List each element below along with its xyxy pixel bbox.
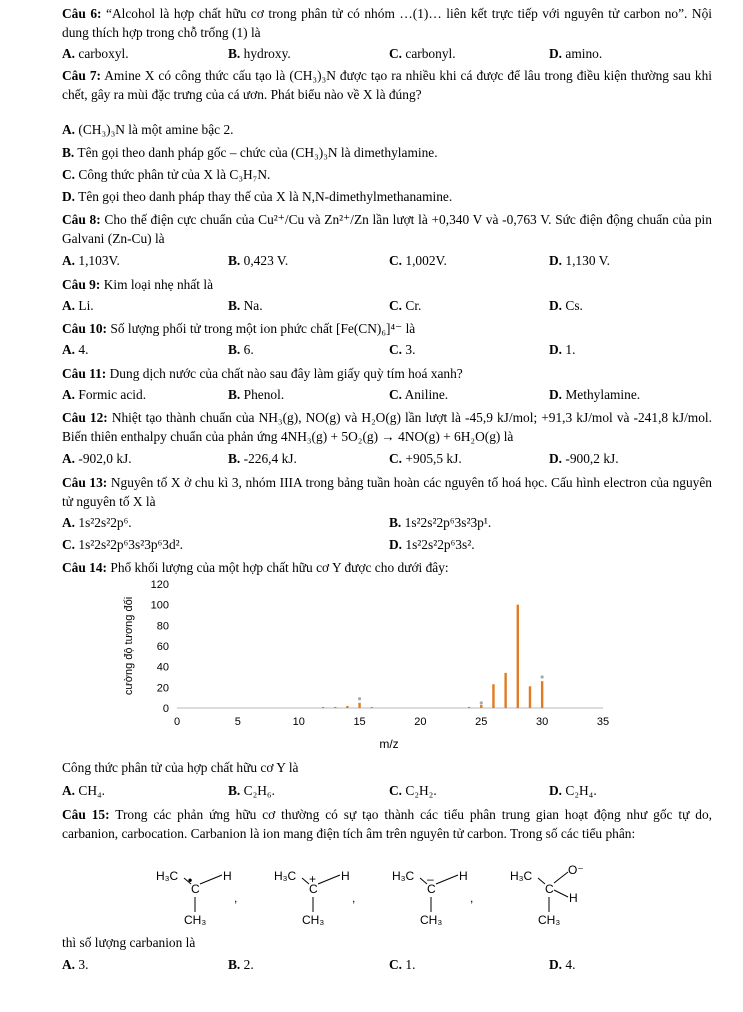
svg-text:C: C xyxy=(427,882,436,896)
question-10-text: Số lượng phối tử trong một ion phức chất [Fe(CN)₆]⁴⁻ là xyxy=(110,321,416,336)
question-11-text: Dung dịch nước của chất nào sau đây làm giấy quỳ tím hoá xanh? xyxy=(109,366,463,381)
x-tick-label: 20 xyxy=(414,716,427,728)
spectrum-marker xyxy=(541,675,544,678)
question-14 xyxy=(62,558,712,577)
question-7 xyxy=(62,66,712,104)
chart-dots xyxy=(358,675,544,704)
chart-bars xyxy=(322,605,543,708)
y-tick-label: 0 xyxy=(162,703,169,715)
spectrum-bar xyxy=(468,707,470,708)
y-tick-label: 20 xyxy=(156,682,169,695)
question-12-text: Nhiệt tạo thành chuẩn của NH₃(g), NO(g) và H₂O(g) lần lượt là -45,9 kJ/mol; +91,3 kJ/mol và -241,8 kJ/mol. Biến thiên enthalpy chuẩn của phản ứng 4NH₃(g) + 5O₂(g) → 4NO(g) + 6H₂O(g) là xyxy=(62,410,712,444)
svg-text:H₃C: H₃C xyxy=(156,869,179,883)
option-a[interactable]: A. 1,103V. xyxy=(62,253,120,268)
option-c[interactable]: C. Cr. xyxy=(389,298,422,313)
svg-text:C: C xyxy=(545,882,554,896)
x-tick-label: 30 xyxy=(536,716,549,728)
y-tick-label: 80 xyxy=(156,620,169,633)
spectrum-bar xyxy=(346,706,348,708)
y-tick-label: 120 xyxy=(150,579,169,591)
x-tick-label: 15 xyxy=(353,716,366,728)
option-a[interactable]: A. 4. xyxy=(62,342,89,357)
x-tick-label: 35 xyxy=(596,716,610,728)
y-tick-label: 60 xyxy=(156,641,169,653)
option-a[interactable]: A. 3. xyxy=(62,957,89,972)
question-14-number: Câu 14: xyxy=(62,560,108,575)
option-b[interactable]: B. 0,423 V. xyxy=(228,253,289,268)
svg-text:,: , xyxy=(352,891,356,905)
mass-spectrum-chart xyxy=(118,578,618,753)
question-14-options xyxy=(62,783,722,801)
option-b[interactable]: B. 6. xyxy=(228,342,254,357)
svg-text:H₃C: H₃C xyxy=(392,869,415,883)
question-11-options xyxy=(62,387,722,405)
svg-text:CH₃: CH₃ xyxy=(420,913,443,927)
option-c[interactable]: C. 3. xyxy=(389,342,416,357)
option-b[interactable]: B. 1s²2s²2p⁶3s²3p¹. xyxy=(389,515,492,530)
question-12-number: Câu 12: xyxy=(62,410,108,425)
option-d[interactable]: D. C₂H₄. xyxy=(549,783,597,798)
species-alkoxide xyxy=(510,863,584,927)
question-6 xyxy=(62,4,712,42)
svg-text:CH₃: CH₃ xyxy=(538,913,561,927)
svg-text:CH₃: CH₃ xyxy=(302,913,325,927)
svg-text:H: H xyxy=(459,869,468,883)
option-b[interactable]: B. Phenol. xyxy=(228,387,285,402)
svg-text:H: H xyxy=(569,891,578,905)
question-12 xyxy=(62,408,712,446)
option-a[interactable]: A. CH₄. xyxy=(62,783,106,798)
svg-text:CH₃: CH₃ xyxy=(184,913,207,927)
question-10-options xyxy=(62,342,722,360)
question-7-option-d[interactable]: D. Tên gọi theo danh pháp thay thế của X là N,N-dimethylmethanamine. xyxy=(62,189,453,204)
option-d[interactable]: D. -900,2 kJ. xyxy=(549,451,619,466)
question-6-text: “Alcohol là hợp chất hữu cơ trong phân tử có nhóm …(1)… liên kết trực tiếp với nguyên tử carbon no”. Nội dung thích hợp trong chỗ trống (1) là xyxy=(62,6,712,40)
option-d[interactable]: D. 4. xyxy=(549,957,576,972)
question-8 xyxy=(62,210,712,248)
option-d[interactable]: D. Methylamine. xyxy=(549,387,641,402)
svg-text:C: C xyxy=(191,882,200,896)
svg-text:C: C xyxy=(309,882,318,896)
x-tick-label: 25 xyxy=(475,716,488,728)
question-15 xyxy=(62,805,712,843)
spectrum-bar xyxy=(504,673,506,708)
option-b[interactable]: B. hydroxy. xyxy=(228,46,291,61)
question-13-options-ab xyxy=(62,515,722,533)
spectrum-marker xyxy=(480,701,483,704)
spectrum-bar xyxy=(517,605,519,708)
option-c[interactable]: C. 1. xyxy=(389,957,416,972)
question-15-options xyxy=(62,957,722,975)
option-a[interactable]: A. -902,0 kJ. xyxy=(62,451,132,466)
question-13-options-cd xyxy=(62,537,722,555)
y-tick-label: 40 xyxy=(156,661,169,674)
svg-text:,: , xyxy=(470,891,474,905)
option-d[interactable]: D. amino. xyxy=(549,46,603,61)
option-a[interactable]: A. Formic acid. xyxy=(62,387,147,402)
question-8-number: Câu 8: xyxy=(62,212,101,227)
option-c[interactable]: C. 1,002V. xyxy=(389,253,447,268)
option-a[interactable]: A. carboxyl. xyxy=(62,46,129,61)
svg-text:,: , xyxy=(234,891,238,905)
option-c[interactable]: C. +905,5 kJ. xyxy=(389,451,462,466)
x-tick-label: 5 xyxy=(234,716,241,728)
option-b[interactable]: B. C₂H₆. xyxy=(228,783,275,798)
question-10-number: Câu 10: xyxy=(62,321,108,336)
question-6-options xyxy=(62,46,722,64)
question-9-number: Câu 9: xyxy=(62,277,101,292)
spectrum-bar xyxy=(541,681,543,708)
question-13-number: Câu 13: xyxy=(62,475,108,490)
option-b[interactable]: B. -226,4 kJ. xyxy=(228,451,297,466)
question-15-number: Câu 15: xyxy=(62,807,110,822)
option-c[interactable]: C. C₂H₂. xyxy=(389,783,437,798)
question-8-options xyxy=(62,253,722,271)
option-c[interactable]: C. 1s²2s²2p⁶3s²3p⁶3d². xyxy=(62,537,184,552)
svg-text:H₃C: H₃C xyxy=(510,869,533,883)
question-7-number: Câu 7: xyxy=(62,68,101,83)
spectrum-bar xyxy=(334,707,336,708)
option-d[interactable]: D. 1,130 V. xyxy=(549,253,610,268)
question-13 xyxy=(62,473,712,511)
spectrum-bar xyxy=(492,684,494,708)
chart-tick-labels xyxy=(151,579,609,728)
question-7-option-c[interactable]: C. Công thức phân tử của X là C₃H₇N. xyxy=(62,167,271,182)
option-c[interactable]: C. Aniline. xyxy=(389,387,449,402)
svg-text:H₃C: H₃C xyxy=(274,869,297,883)
question-15-prompt: thì số lượng carbanion là xyxy=(62,935,196,950)
question-9-options xyxy=(62,298,722,316)
question-14-prompt: Công thức phân tử của hợp chất hữu cơ Y là xyxy=(62,760,299,775)
spectrum-bar xyxy=(322,707,324,708)
question-9 xyxy=(62,275,712,294)
question-10 xyxy=(62,319,712,338)
question-6-number: Câu 6: xyxy=(62,6,102,21)
option-d[interactable]: D. 1. xyxy=(549,342,576,357)
option-d[interactable]: D. 1s²2s²2p⁶3s². xyxy=(389,537,475,552)
question-13-text: Nguyên tố X ở chu kì 3, nhóm IIIA trong bảng tuần hoàn các nguyên tố hoá học. Cấu hình electron của nguyên tử nguyên tố X là xyxy=(62,475,712,509)
x-tick-label: 10 xyxy=(292,716,305,728)
question-7-text: Amine X có công thức cấu tạo là (CH₃)₃N được tạo ra nhiều khi cá được để lâu trong điều kiện thường sau khi chết, gây ra mùi đặc trưng của cá ươn. Phát biểu nào về X là đúng? xyxy=(62,68,712,102)
negative-charge: – xyxy=(427,872,434,886)
question-12-options xyxy=(62,451,722,469)
question-8-text: Cho thế điện cực chuẩn của Cu²⁺/Cu và Zn²⁺/Zn lần lượt là +0,340 V và -0,763 V. Sức điện động chuẩn của pin Galvani (Zn-Cu) là xyxy=(62,212,712,246)
chart-x-axis-label: m/z xyxy=(379,737,399,751)
chart-y-axis-label: cường độ tương đối xyxy=(123,596,135,696)
option-b[interactable]: B. Na. xyxy=(228,298,263,313)
svg-text:H: H xyxy=(341,869,350,883)
species-structures xyxy=(150,862,610,930)
species-carbanion xyxy=(392,869,473,927)
question-9-text: Kim loại nhẹ nhất là xyxy=(103,277,214,292)
x-tick-label: 0 xyxy=(173,716,181,728)
question-11 xyxy=(62,364,712,383)
spectrum-bar xyxy=(371,707,373,708)
question-7-option-a[interactable]: A. (CH₃)₃N là một amine bậc 2. xyxy=(62,122,234,137)
species-radical xyxy=(156,869,237,927)
spectrum-bar xyxy=(529,686,531,708)
option-a[interactable]: A. 1s²2s²2p⁶. xyxy=(62,515,132,530)
question-7-option-b[interactable]: B. Tên gọi theo danh pháp gốc – chức của (CH₃)₃N là dimethylamine. xyxy=(62,145,438,160)
spectrum-marker xyxy=(358,697,361,700)
option-d[interactable]: D. Cs. xyxy=(549,298,583,313)
radical-dot: • xyxy=(188,873,193,887)
option-a[interactable]: A. Li. xyxy=(62,298,94,313)
species-carbocation xyxy=(274,869,355,927)
y-tick-label: 100 xyxy=(150,599,169,612)
option-c[interactable]: C. carbonyl. xyxy=(389,46,456,61)
svg-text:O⁻: O⁻ xyxy=(568,863,584,877)
option-b[interactable]: B. 2. xyxy=(228,957,254,972)
spectrum-bar xyxy=(480,705,482,708)
question-11-number: Câu 11: xyxy=(62,366,107,381)
spectrum-bar xyxy=(358,703,360,708)
question-15-text: Trong các phản ứng hữu cơ thường có sự tạo thành các tiểu phân trung gian hoạt động như gốc tự do, carbanion, carbocation. Carbanion là ion mang điện tích âm trên nguyên tử carbon. Trong số các tiểu phân: xyxy=(62,807,712,841)
question-14-text: Phổ khối lượng của một hợp chất hữu cơ Y được cho dưới đây: xyxy=(110,560,449,575)
svg-text:H: H xyxy=(223,869,232,883)
positive-charge: + xyxy=(309,872,317,886)
